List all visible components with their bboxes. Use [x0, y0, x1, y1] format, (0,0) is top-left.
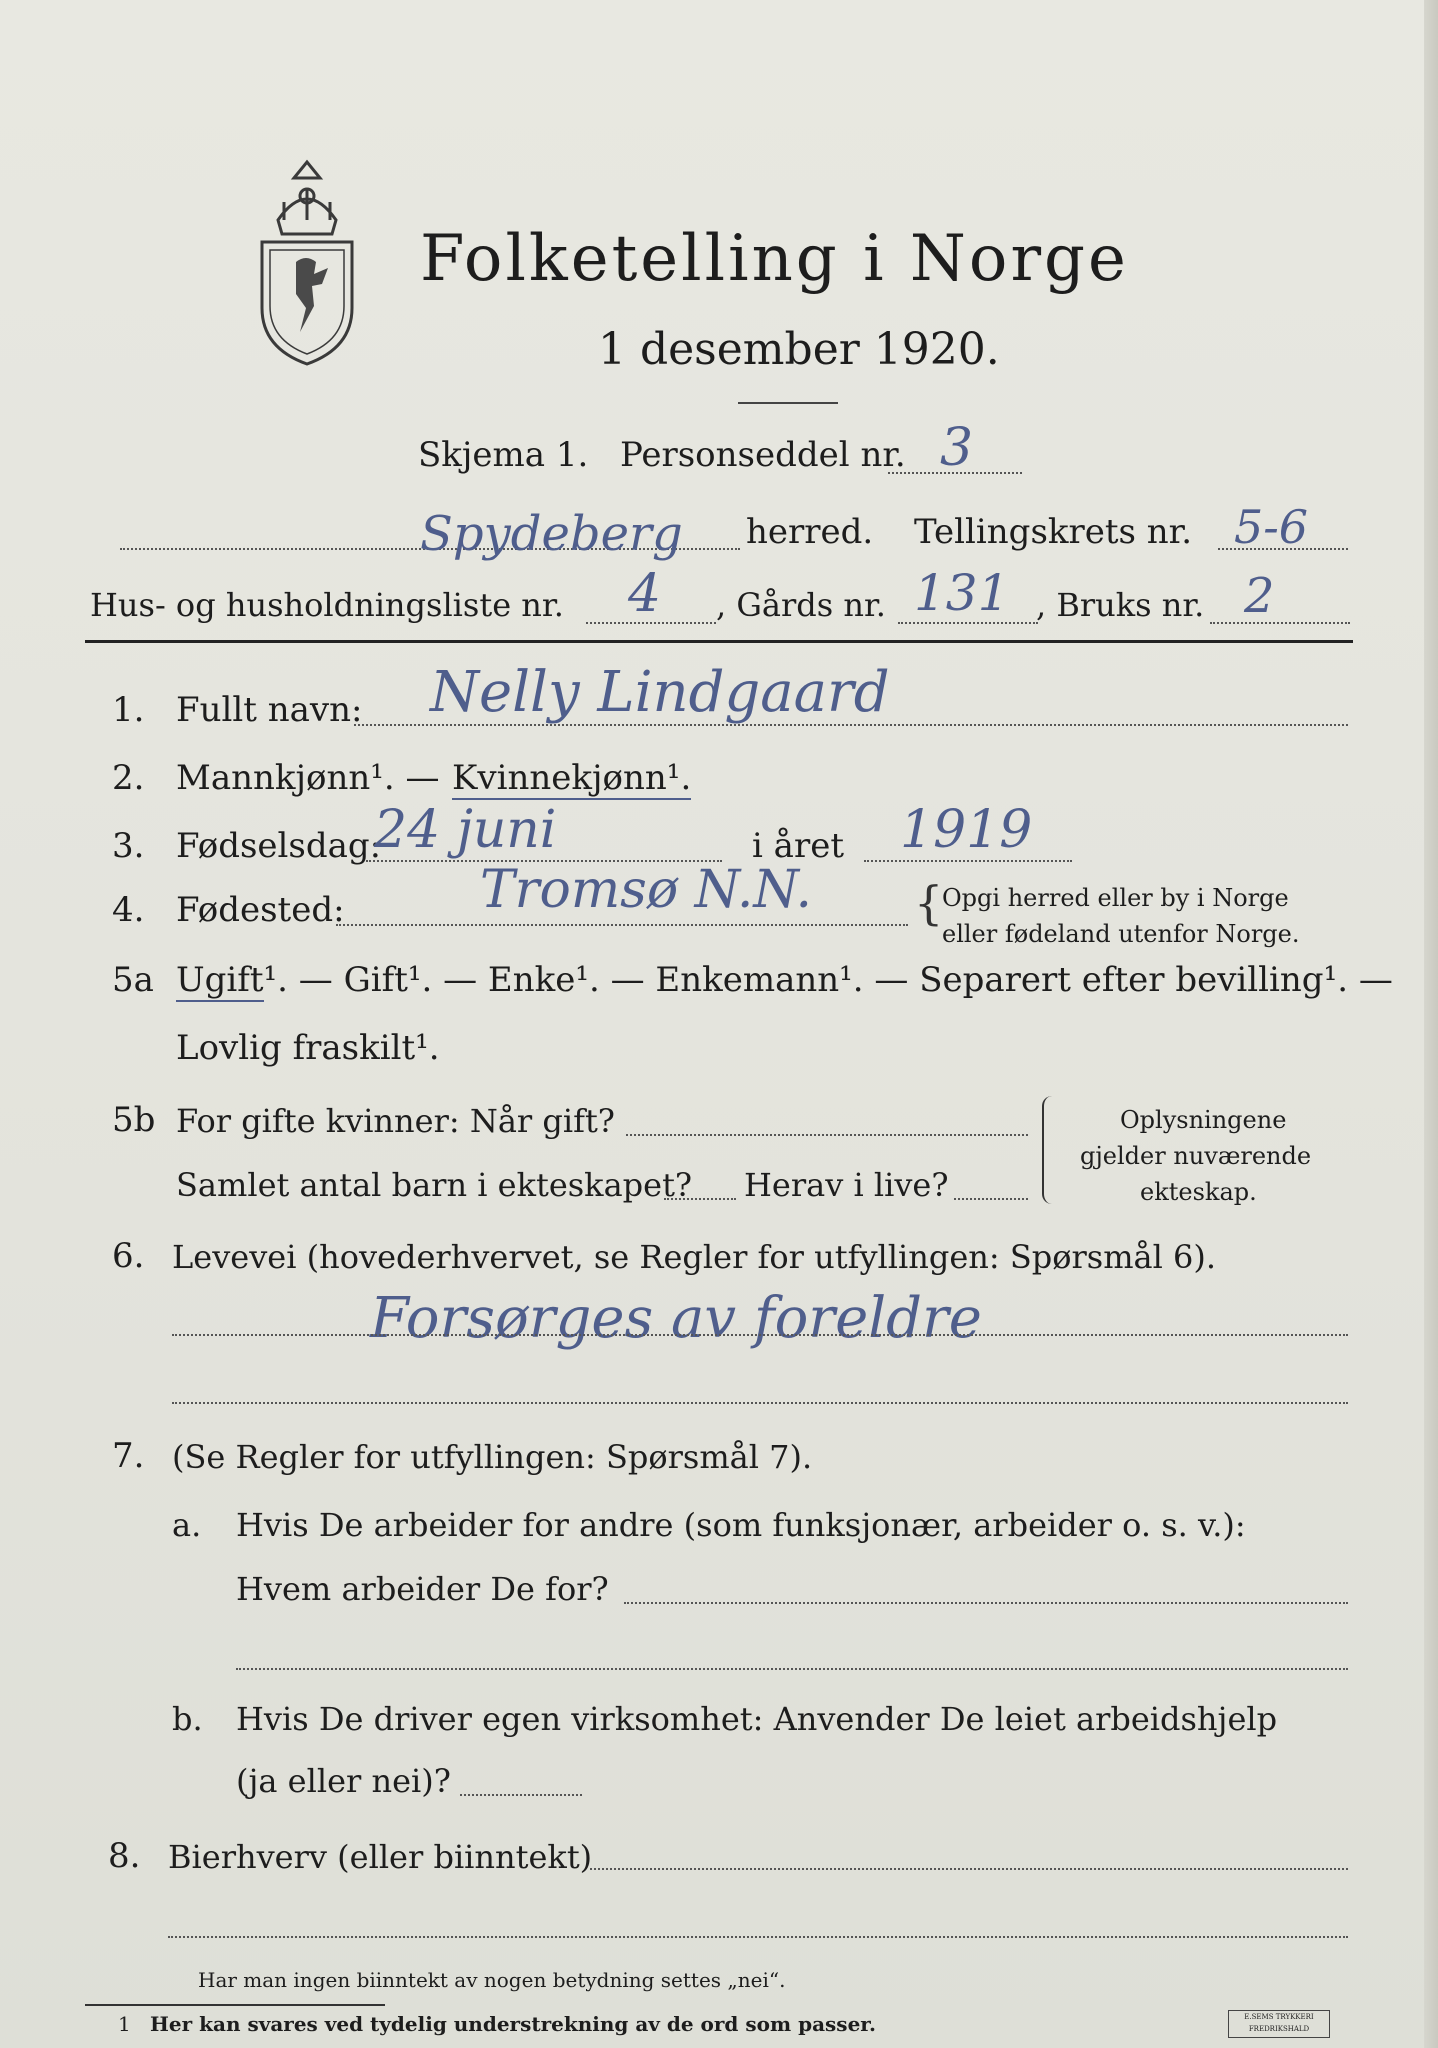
bruks-line: [1210, 622, 1350, 624]
q5b-note-line3: ekteskap.: [1140, 1178, 1257, 1206]
bruks-value: 2: [1244, 568, 1275, 624]
q5b-children-line: [664, 1198, 736, 1200]
printer-stamp: E.SEMS TRYKKERI FREDRIKSHALD: [1228, 2010, 1330, 2038]
q2-number: 2.: [112, 758, 145, 798]
herred-value: Spydeberg: [420, 506, 683, 562]
q4-note-line1: Opgi herred eller by i Norge: [942, 884, 1289, 912]
q7-label: (Se Regler for utfyllingen: Spørsmål 7).: [172, 1438, 813, 1476]
tellingskrets-value: 5-6: [1234, 500, 1309, 554]
q6-value: Forsørges av foreldre: [370, 1286, 982, 1351]
person-number-value: 3: [940, 418, 974, 478]
q7b-answer-line: [460, 1794, 582, 1796]
gards-label: , Gårds nr.: [716, 586, 886, 624]
q5a-other-options: ¹. — Gift¹. — Enke¹. — Enkemann¹. — Separert efter bevilling¹. —: [263, 960, 1393, 1000]
gards-line: [898, 622, 1038, 624]
q6-number: 6.: [112, 1236, 145, 1276]
q5b-alive-label: Herav i live?: [744, 1166, 949, 1204]
q7-number: 7.: [112, 1436, 145, 1476]
q5b-alive-line: [954, 1198, 1028, 1200]
footnote-text: Her kan svares ved tydelig understrekning av de ord som passer.: [150, 2012, 876, 2036]
coat-of-arms-icon: [248, 158, 366, 368]
q4-label: Fødested:: [176, 890, 345, 930]
q1-label: Fullt navn:: [176, 690, 363, 730]
bruks-label: , Bruks nr.: [1036, 586, 1205, 624]
q5b-note-bracket: [1042, 1096, 1056, 1204]
q7a-line1: Hvis De arbeider for andre (som funksjonær, arbeider o. s. v.):: [236, 1506, 1246, 1544]
household-list-label: Hus- og husholdningsliste nr.: [90, 586, 564, 624]
q8-number: 8.: [108, 1836, 141, 1876]
q8-line1: [590, 1868, 1348, 1870]
q4-number: 4.: [112, 890, 145, 930]
q5b-number: 5b: [112, 1100, 156, 1140]
gards-value: 131: [914, 564, 1010, 622]
census-date: 1 desember 1920.: [598, 324, 1000, 375]
q4-note-line2: eller fødeland utenfor Norge.: [942, 920, 1300, 948]
title-divider: [738, 402, 838, 404]
paper-edge: [1424, 0, 1438, 2048]
nei-note: Har man ingen biinntekt av nogen betydning settes „nei“.: [198, 1968, 786, 1992]
q5a-number: 5a: [112, 960, 154, 1000]
footnote-rule: [85, 2004, 385, 2006]
q3-year-value: 1919: [900, 800, 1033, 860]
q4-note-brace: {: [914, 876, 944, 930]
q7b-line1: Hvis De driver egen virksomhet: Anvender De leiet arbeidshjelp: [236, 1700, 1278, 1738]
q7a-employer-line: [624, 1602, 1348, 1604]
q3-number: 3.: [112, 826, 145, 866]
q3-date-value: 24 juni: [374, 800, 557, 860]
q2-male-option: Mannkjønn¹. —: [176, 758, 440, 798]
q5a-line2: Lovlig fraskilt¹.: [176, 1028, 440, 1068]
q3-year-line: [864, 860, 1072, 862]
tellingskrets-label: Tellingskrets nr.: [914, 512, 1193, 552]
q7a-line2: Hvem arbeider De for?: [236, 1570, 609, 1608]
herred-label: herred.: [746, 512, 874, 552]
form-title: Folketelling i Norge: [420, 222, 1129, 296]
q5b-children-label: Samlet antal barn i ekteskapet?: [176, 1166, 693, 1204]
q6-line1: [172, 1334, 1348, 1336]
q5a-line1: [176, 960, 1393, 1000]
q3-year-label: i året: [752, 826, 844, 866]
household-list-value: 4: [628, 564, 662, 624]
q5b-when-married-label: For gifte kvinner: Når gift?: [176, 1102, 615, 1140]
person-number-label: Personseddel nr.: [620, 435, 906, 475]
q7b-letter: b.: [172, 1700, 203, 1738]
q4-line: [336, 924, 908, 926]
q5b-note-line1: Oplysningene: [1120, 1106, 1287, 1134]
q8-line2: [168, 1936, 1348, 1938]
q4-value: Tromsø N.N.: [480, 860, 813, 920]
q1-value: Nelly Lindgaard: [430, 660, 890, 725]
q3-label: Fødselsdag:: [176, 826, 382, 866]
q5b-when-married-line: [626, 1134, 1028, 1136]
footnote-number: 1: [118, 2012, 131, 2036]
q5b-note-line2: gjelder nuværende: [1080, 1142, 1312, 1170]
header-rule: [85, 640, 1353, 643]
q8-label: Bierhverv (eller biinntekt): [168, 1838, 593, 1876]
q6-label: Levevei (hovederhvervet, se Regler for utfyllingen: Spørsmål 6).: [172, 1238, 1217, 1276]
q7a-letter: a.: [172, 1506, 202, 1544]
q7a-extra-line: [236, 1668, 1348, 1670]
q2-female-option: Kvinnekjønn¹.: [452, 758, 692, 798]
q7b-line2: (ja eller nei)?: [236, 1762, 451, 1800]
q6-line2: [172, 1402, 1348, 1404]
schema-label: Skjema 1.: [418, 435, 589, 475]
q1-number: 1.: [112, 690, 145, 730]
q5a-selected-option: Ugift: [176, 960, 264, 1000]
